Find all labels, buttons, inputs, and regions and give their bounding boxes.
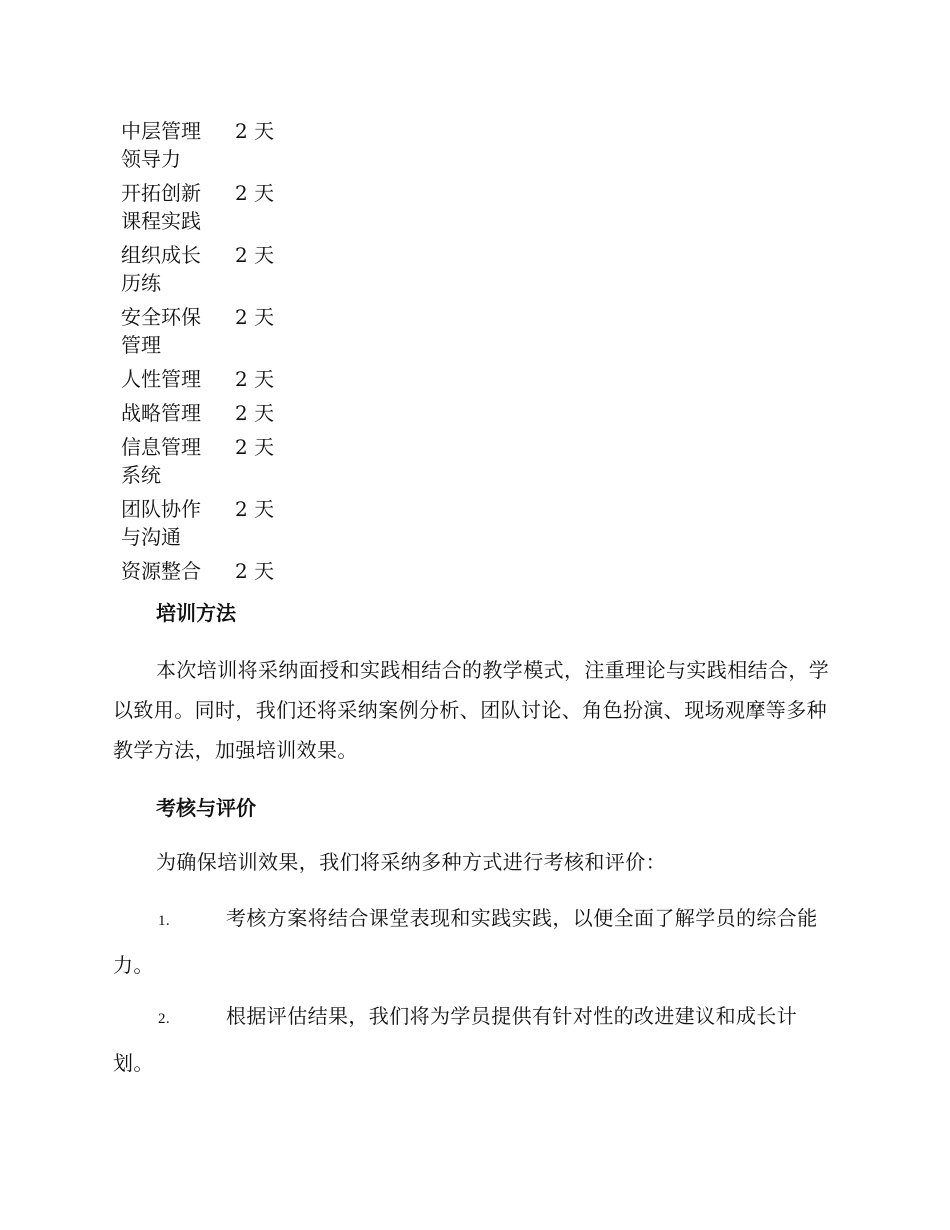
course-days: 2 天 [235,119,275,143]
table-row [121,117,295,179]
course-name: 安全环保管理 [121,305,201,357]
list-text: 根据评估结果，我们将为学员提供有针对性的改进建议和成长计划。 [113,1004,798,1075]
list-number: 2. [158,1011,171,1027]
list-item [113,994,833,1085]
course-days: 2 天 [235,497,275,521]
course-days: 2 天 [235,559,275,583]
assessment-intro: 为确保培训效果，我们将采纳多种方式进行考核和评价： [156,850,666,874]
course-days: 2 天 [235,401,275,425]
course-name: 开拓创新课程实践 [121,181,201,233]
method-paragraph: 本次培训将采纳面授和实践相结合的教学模式，注重理论与实践相结合，学以致用。同时，我们还将采纳案例分析、团队讨论、角色扮演、现场观摩等多种教学方法，加强培训效果。 [113,658,830,762]
table-row [121,557,295,585]
assessment-heading: 考核与评价 [156,796,256,820]
course-days: 2 天 [235,305,275,329]
course-table [121,117,295,585]
table-row [121,365,295,399]
course-days: 2 天 [235,367,275,391]
table-row [121,399,295,433]
list-number: 1. [158,913,171,929]
table-row [121,241,295,303]
course-name: 战略管理 [121,401,201,425]
list-item [113,896,833,987]
table-row [121,495,295,557]
course-days: 2 天 [235,243,275,267]
course-name: 资源整合 [121,559,201,583]
list-text: 考核方案将结合课堂表现和实践实践，以便全面了解学员的综合能力。 [113,906,818,977]
course-name: 信息管理系统 [121,435,201,487]
course-days: 2 天 [235,435,275,459]
table-row [121,303,295,365]
course-name: 人性管理 [121,367,201,391]
table-row [121,179,295,241]
course-name: 组织成长历练 [121,243,201,295]
method-heading: 培训方法 [156,601,236,625]
table-row [121,433,295,495]
course-name: 团队协作与沟通 [121,497,201,549]
course-name: 中层管理领导力 [121,119,201,171]
course-days: 2 天 [235,181,275,205]
